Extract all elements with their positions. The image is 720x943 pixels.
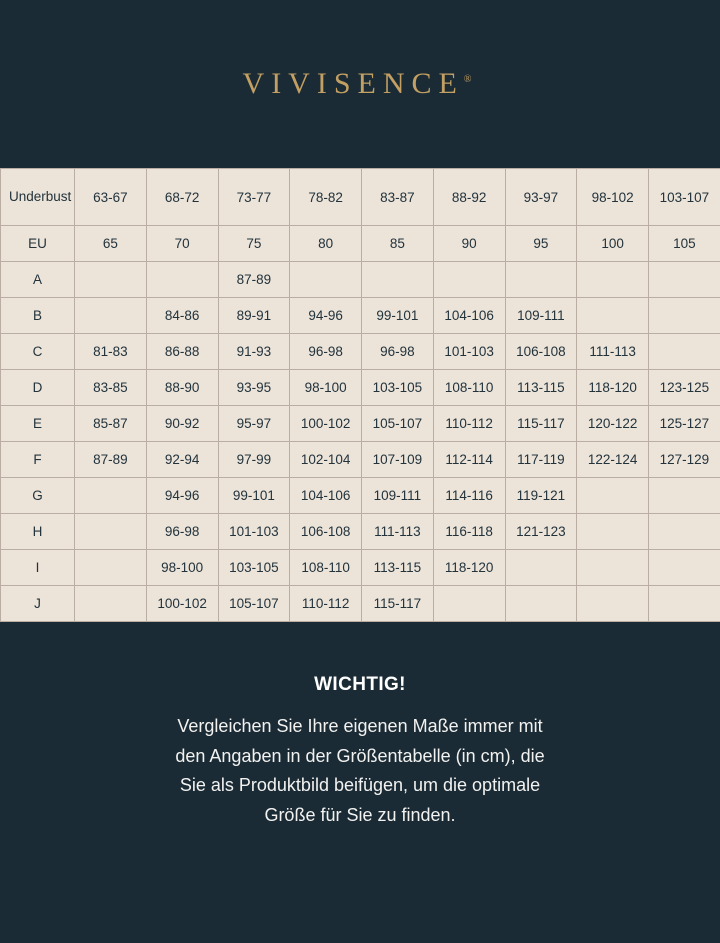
cup-H-cell-0 (75, 514, 147, 550)
cup-B-cell-4: 99-101 (362, 298, 434, 334)
cup-E-cell-3: 100-102 (290, 406, 362, 442)
cup-C-cell-0: 81-83 (75, 334, 147, 370)
cup-H-cell-5: 116-118 (433, 514, 505, 550)
cup-F-cell-4: 107-109 (362, 442, 434, 478)
brand-header (0, 0, 720, 168)
cup-B-cell-0 (75, 298, 147, 334)
cup-A-cell-7 (577, 262, 649, 298)
table-row (1, 478, 720, 514)
cup-A-cell-3 (290, 262, 362, 298)
cup-C-cell-7: 111-113 (577, 334, 649, 370)
cup-G-cell-8 (649, 478, 720, 514)
registered-mark: ® (463, 74, 472, 85)
underbust-cell-0: 63-67 (75, 169, 147, 226)
eu-cell-0: 65 (75, 226, 147, 262)
table-row (1, 586, 720, 622)
size-table-container (0, 168, 720, 622)
note-line-2: Sie als Produktbild beifügen, um die optimale (179, 775, 541, 796)
cup-D-cell-2: 93-95 (218, 370, 290, 406)
cup-H-cell-2: 101-103 (218, 514, 290, 550)
cup-F-cell-5: 112-114 (433, 442, 505, 478)
cup-D-cell-3: 98-100 (290, 370, 362, 406)
note-body (175, 712, 544, 831)
row-header-cup-D: D (1, 370, 75, 406)
eu-cell-3: 80 (290, 226, 362, 262)
cup-H-cell-1: 96-98 (146, 514, 218, 550)
row-header-cup-C: C (1, 334, 75, 370)
cup-E-cell-0: 85-87 (75, 406, 147, 442)
table-row (1, 550, 720, 586)
cup-D-cell-7: 118-120 (577, 370, 649, 406)
cup-C-cell-2: 91-93 (218, 334, 290, 370)
row-header-underbust: Underbust (1, 169, 75, 226)
cup-J-cell-6 (505, 586, 577, 622)
cup-G-cell-5: 114-116 (433, 478, 505, 514)
row-header-cup-I: I (1, 550, 75, 586)
row-header-cup-B: B (1, 298, 75, 334)
cup-C-cell-1: 86-88 (146, 334, 218, 370)
cup-A-cell-4 (362, 262, 434, 298)
cup-B-cell-3: 94-96 (290, 298, 362, 334)
cup-E-cell-8: 125-127 (649, 406, 720, 442)
cup-G-cell-2: 99-101 (218, 478, 290, 514)
cup-F-cell-0: 87-89 (75, 442, 147, 478)
cup-C-cell-6: 106-108 (505, 334, 577, 370)
brand-logo (243, 67, 478, 101)
row-header-cup-A: A (1, 262, 75, 298)
row-header-cup-E: E (1, 406, 75, 442)
cup-C-cell-8 (649, 334, 720, 370)
cup-E-cell-4: 105-107 (362, 406, 434, 442)
cup-G-cell-6: 119-121 (505, 478, 577, 514)
cup-F-cell-7: 122-124 (577, 442, 649, 478)
eu-cell-2: 75 (218, 226, 290, 262)
cup-A-cell-1 (146, 262, 218, 298)
cup-F-cell-1: 92-94 (146, 442, 218, 478)
cup-F-cell-6: 117-119 (505, 442, 577, 478)
cup-J-cell-0 (75, 586, 147, 622)
cup-G-cell-7 (577, 478, 649, 514)
cup-D-cell-5: 108-110 (433, 370, 505, 406)
table-row (1, 370, 720, 406)
cup-B-cell-6: 109-111 (505, 298, 577, 334)
underbust-cell-5: 88-92 (433, 169, 505, 226)
note-line-0: Vergleichen Sie Ihre eigenen Maße immer mit (177, 716, 543, 736)
row-header-cup-G: G (1, 478, 75, 514)
cup-D-cell-6: 113-115 (505, 370, 577, 406)
cup-D-cell-4: 103-105 (362, 370, 434, 406)
cup-B-cell-2: 89-91 (218, 298, 290, 334)
eu-cell-7: 100 (577, 226, 649, 262)
row-header-cup-F: F (1, 442, 75, 478)
cup-E-cell-2: 95-97 (218, 406, 290, 442)
cup-C-cell-4: 96-98 (362, 334, 434, 370)
cup-D-cell-1: 88-90 (146, 370, 218, 406)
eu-cell-8: 105 (649, 226, 720, 262)
cup-I-cell-4: 113-115 (362, 550, 434, 586)
cup-A-cell-8 (649, 262, 720, 298)
cup-J-cell-3: 110-112 (290, 586, 362, 622)
table-row (1, 406, 720, 442)
note-title: WICHTIG! (314, 674, 406, 695)
row-header-eu: EU (1, 226, 75, 262)
underbust-cell-6: 93-97 (505, 169, 577, 226)
eu-cell-6: 95 (505, 226, 577, 262)
eu-cell-4: 85 (362, 226, 434, 262)
eu-cell-1: 70 (146, 226, 218, 262)
note-line-3: Größe für Sie zu finden. (264, 805, 456, 826)
eu-cell-5: 90 (433, 226, 505, 262)
cup-A-cell-0 (75, 262, 147, 298)
cup-D-cell-8: 123-125 (649, 370, 720, 406)
underbust-cell-1: 68-72 (146, 169, 218, 226)
underbust-cell-4: 83-87 (362, 169, 434, 226)
cup-H-cell-4: 111-113 (362, 514, 434, 550)
cup-A-cell-2: 87-89 (218, 262, 290, 298)
cup-B-cell-7 (577, 298, 649, 334)
cup-I-cell-8 (649, 550, 720, 586)
table-row (1, 334, 720, 370)
table-row (1, 514, 720, 550)
cup-J-cell-4: 115-117 (362, 586, 434, 622)
cup-H-cell-7 (577, 514, 649, 550)
cup-E-cell-6: 115-117 (505, 406, 577, 442)
table-row (1, 226, 720, 262)
cup-G-cell-0 (75, 478, 147, 514)
cup-E-cell-5: 110-112 (433, 406, 505, 442)
cup-I-cell-5: 118-120 (433, 550, 505, 586)
cup-I-cell-7 (577, 550, 649, 586)
underbust-cell-3: 78-82 (290, 169, 362, 226)
brand-name: VIVISENCE (242, 67, 464, 100)
size-table (0, 168, 720, 622)
cup-I-cell-6 (505, 550, 577, 586)
cup-I-cell-2: 103-105 (218, 550, 290, 586)
table-row (1, 262, 720, 298)
cup-C-cell-5: 101-103 (433, 334, 505, 370)
underbust-cell-8: 103-107 (649, 169, 720, 226)
row-header-cup-H: H (1, 514, 75, 550)
cup-I-cell-0 (75, 550, 147, 586)
cup-G-cell-3: 104-106 (290, 478, 362, 514)
cup-D-cell-0: 83-85 (75, 370, 147, 406)
cup-A-cell-5 (433, 262, 505, 298)
cup-H-cell-3: 106-108 (290, 514, 362, 550)
cup-A-cell-6 (505, 262, 577, 298)
cup-B-cell-8 (649, 298, 720, 334)
underbust-cell-2: 73-77 (218, 169, 290, 226)
cup-E-cell-1: 90-92 (146, 406, 218, 442)
cup-J-cell-2: 105-107 (218, 586, 290, 622)
cup-E-cell-7: 120-122 (577, 406, 649, 442)
table-row (1, 169, 720, 226)
cup-G-cell-1: 94-96 (146, 478, 218, 514)
row-header-cup-J: J (1, 586, 75, 622)
cup-I-cell-3: 108-110 (290, 550, 362, 586)
cup-J-cell-5 (433, 586, 505, 622)
cup-G-cell-4: 109-111 (362, 478, 434, 514)
cup-F-cell-8: 127-129 (649, 442, 720, 478)
cup-F-cell-3: 102-104 (290, 442, 362, 478)
cup-I-cell-1: 98-100 (146, 550, 218, 586)
underbust-cell-7: 98-102 (577, 169, 649, 226)
cup-C-cell-3: 96-98 (290, 334, 362, 370)
cup-J-cell-1: 100-102 (146, 586, 218, 622)
important-note (0, 622, 720, 943)
table-row (1, 442, 720, 478)
cup-J-cell-8 (649, 586, 720, 622)
cup-J-cell-7 (577, 586, 649, 622)
cup-B-cell-1: 84-86 (146, 298, 218, 334)
cup-H-cell-8 (649, 514, 720, 550)
cup-B-cell-5: 104-106 (433, 298, 505, 334)
table-row (1, 298, 720, 334)
cup-H-cell-6: 121-123 (505, 514, 577, 550)
note-line-1: den Angaben in der Größentabelle (in cm), die (175, 745, 545, 766)
cup-F-cell-2: 97-99 (218, 442, 290, 478)
